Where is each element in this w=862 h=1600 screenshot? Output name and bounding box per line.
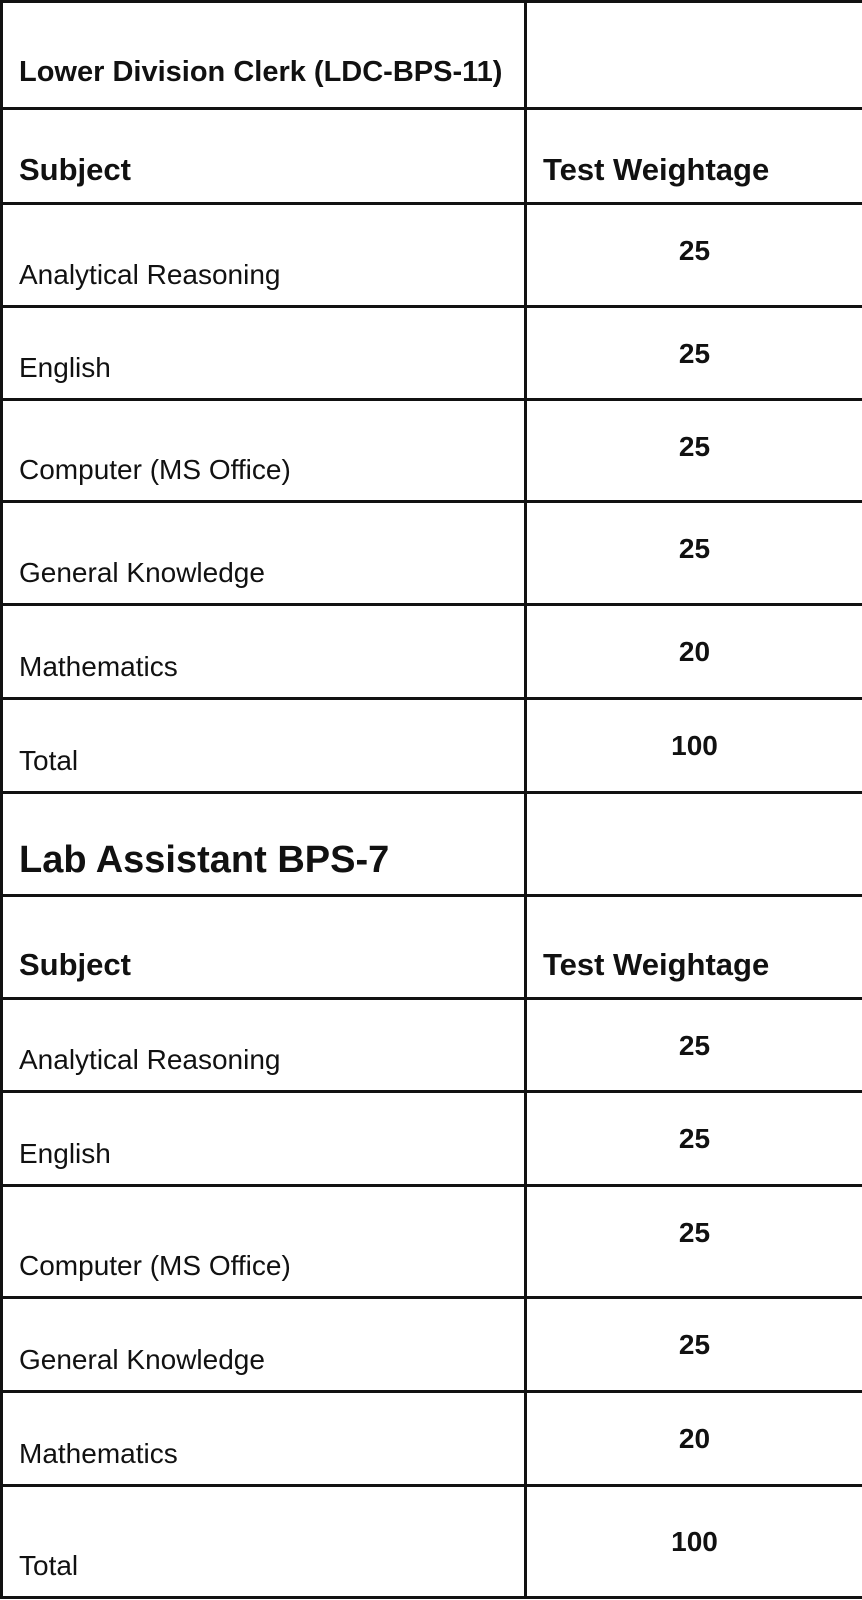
subject-cell: General Knowledge bbox=[2, 502, 526, 605]
table-header-row bbox=[2, 896, 862, 999]
section-title-row bbox=[2, 793, 862, 896]
table-row bbox=[2, 502, 862, 605]
subject-cell: Mathematics bbox=[2, 1392, 526, 1486]
subject-cell: Computer (MS Office) bbox=[2, 1186, 526, 1298]
weightage-cell: 25 bbox=[526, 502, 862, 605]
total-value: 100 bbox=[526, 699, 862, 793]
table-row bbox=[2, 400, 862, 502]
empty-cell bbox=[526, 793, 862, 896]
weightage-cell: 25 bbox=[526, 204, 862, 307]
subject-header: Subject bbox=[2, 896, 526, 999]
total-row bbox=[2, 1486, 862, 1598]
subject-cell: English bbox=[2, 307, 526, 400]
total-value: 100 bbox=[526, 1486, 862, 1598]
weightage-cell: 25 bbox=[526, 400, 862, 502]
subject-cell: Computer (MS Office) bbox=[2, 400, 526, 502]
weightage-cell: 25 bbox=[526, 1092, 862, 1186]
table-row bbox=[2, 605, 862, 699]
table-row bbox=[2, 1392, 862, 1486]
subject-cell: Analytical Reasoning bbox=[2, 204, 526, 307]
weightage-cell: 20 bbox=[526, 605, 862, 699]
subject-cell: Mathematics bbox=[2, 605, 526, 699]
weightage-cell: 25 bbox=[526, 999, 862, 1092]
weightage-cell: 25 bbox=[526, 307, 862, 400]
subject-cell: General Knowledge bbox=[2, 1298, 526, 1392]
table-row bbox=[2, 1186, 862, 1298]
section-title: Lower Division Clerk (LDC-BPS-11) bbox=[2, 2, 526, 109]
section-title: Lab Assistant BPS-7 bbox=[2, 793, 526, 896]
subject-header: Subject bbox=[2, 109, 526, 204]
weightage-header: Test Weightage bbox=[526, 896, 862, 999]
empty-cell bbox=[526, 2, 862, 109]
table-row bbox=[2, 1092, 862, 1186]
subject-cell: Analytical Reasoning bbox=[2, 999, 526, 1092]
weightage-header: Test Weightage bbox=[526, 109, 862, 204]
subject-cell: English bbox=[2, 1092, 526, 1186]
total-label: Total bbox=[2, 1486, 526, 1598]
table-row bbox=[2, 1298, 862, 1392]
table-row bbox=[2, 999, 862, 1092]
table-row bbox=[2, 204, 862, 307]
table-row bbox=[2, 307, 862, 400]
weightage-cell: 25 bbox=[526, 1186, 862, 1298]
section-title-row bbox=[2, 2, 862, 109]
table-header-row bbox=[2, 109, 862, 204]
weightage-cell: 25 bbox=[526, 1298, 862, 1392]
weightage-cell: 20 bbox=[526, 1392, 862, 1486]
total-row bbox=[2, 699, 862, 793]
total-label: Total bbox=[2, 699, 526, 793]
